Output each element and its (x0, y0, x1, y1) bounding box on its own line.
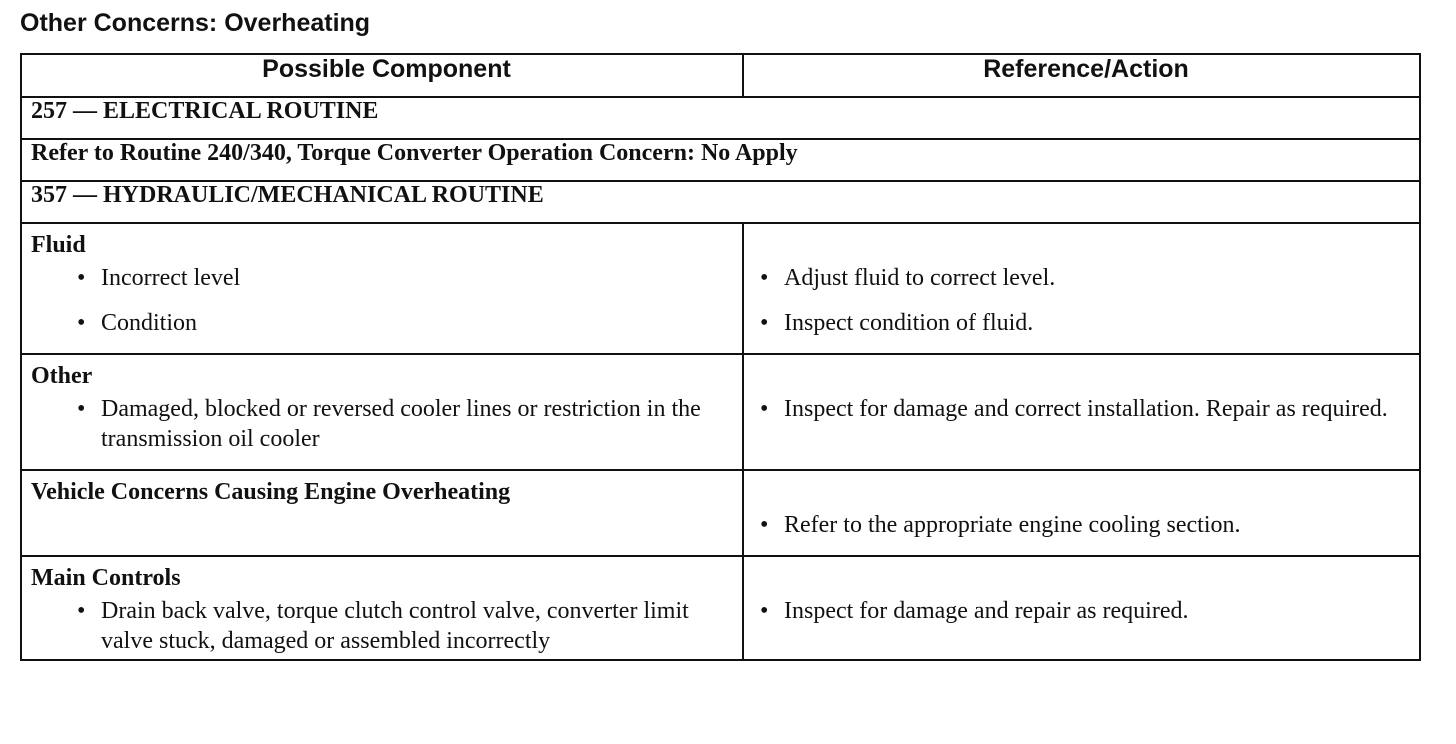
list-item: • Refer to the appropriate engine cooling section. (760, 512, 1241, 538)
header-reference-action: Reference/Action (743, 54, 1420, 97)
action-list (753, 394, 1419, 424)
routine-row-357 (21, 181, 1420, 223)
page-title: Other Concerns: Overheating (20, 9, 371, 37)
header-possible-component: Possible Component (21, 54, 743, 97)
routine-row-257 (21, 97, 1420, 139)
list-item: • Inspect condition of fluid. (760, 310, 1034, 336)
bullet-icon: • (77, 265, 86, 291)
list-item: • Adjust fluid to correct level. (760, 265, 1056, 291)
component-list (31, 263, 742, 338)
action-list (753, 510, 1419, 540)
table-row (21, 354, 1420, 470)
component-cell (21, 470, 743, 556)
component-cell (21, 354, 743, 470)
action-cell (743, 556, 1420, 660)
action-list (753, 596, 1419, 626)
list-item: • Damaged, blocked or reversed cooler lines or restriction in the transmission oil cooler (77, 396, 701, 452)
list-item: • Condition (77, 310, 198, 336)
action-list (753, 263, 1419, 338)
bullet-icon: • (760, 512, 769, 538)
refer-row (21, 139, 1420, 181)
action-cell (743, 354, 1420, 470)
list-item: • Inspect for damage and repair as required. (760, 598, 1189, 624)
bullet-icon: • (77, 598, 86, 624)
component-list (31, 394, 742, 454)
section-title: Other (31, 363, 93, 389)
action-cell (743, 470, 1420, 556)
component-cell (21, 556, 743, 660)
bullet-icon: • (77, 310, 86, 336)
section-title: Fluid (31, 232, 86, 258)
section-title: Main Controls (31, 565, 181, 591)
bullet-icon: • (760, 598, 769, 624)
component-cell (21, 223, 743, 354)
bullet-icon: • (760, 310, 769, 336)
bullet-icon: • (760, 396, 769, 422)
list-item: • Inspect for damage and correct installation. Repair as required. (760, 396, 1388, 422)
section-title: Vehicle Concerns Causing Engine Overheating (31, 479, 511, 505)
bullet-icon: • (760, 265, 769, 291)
list-item: • Incorrect level (77, 265, 241, 291)
table-row (21, 556, 1420, 660)
routine-257-label: 257 — ELECTRICAL ROUTINE (21, 97, 1420, 139)
list-item: • Drain back valve, torque clutch control valve, converter limit valve stuck, damaged or assembled incorrectly (77, 598, 689, 654)
table-row (21, 223, 1420, 354)
action-cell (743, 223, 1420, 354)
refer-routine-label: Refer to Routine 240/340, Torque Converter Operation Concern: No Apply (21, 139, 1420, 181)
bullet-icon: • (77, 396, 86, 422)
table-header-row (21, 54, 1420, 97)
component-list (31, 596, 742, 656)
table-row (21, 470, 1420, 556)
routine-357-label: 357 — HYDRAULIC/MECHANICAL ROUTINE (21, 181, 1420, 223)
concerns-table (20, 53, 1421, 661)
